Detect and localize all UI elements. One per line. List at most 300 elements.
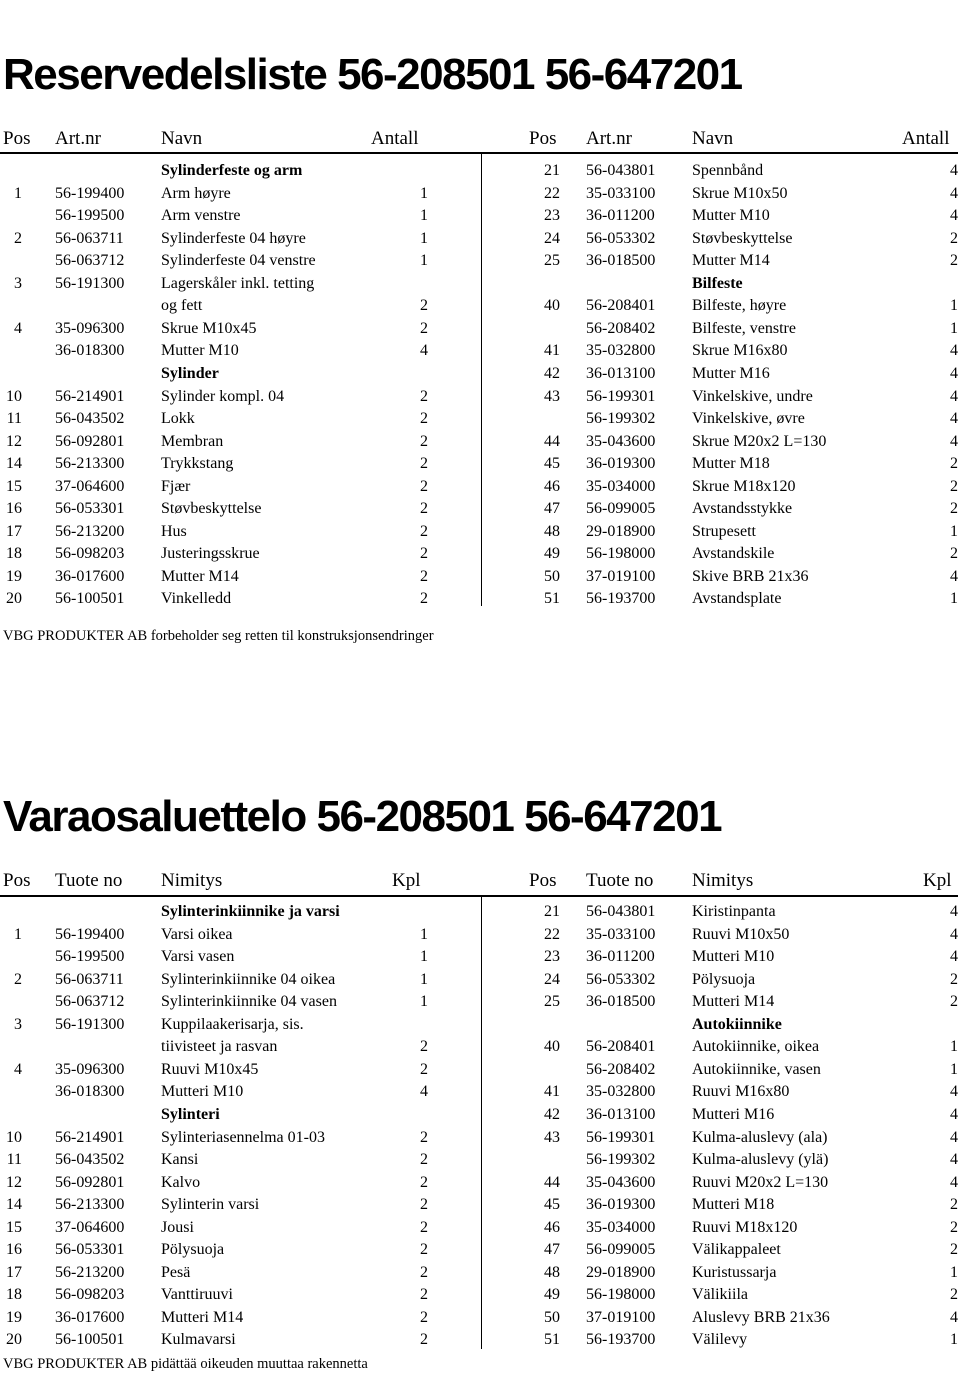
cell-pos: 20: [6, 590, 22, 608]
cell-pos: 40: [544, 297, 560, 315]
cell-name: Mutter M14: [692, 252, 770, 270]
cell-artnr: 56-053301: [55, 1241, 125, 1259]
cell-qty: 1: [950, 297, 958, 315]
table-row: [0, 1036, 960, 1058]
cell-pos: 42: [544, 1105, 560, 1123]
cell-name: Avstandsstykke: [692, 500, 793, 518]
cell-qty: 2: [420, 455, 428, 473]
cell-pos: 12: [6, 432, 22, 450]
table-row: [0, 1194, 960, 1216]
cell-name: Mutter M16: [692, 364, 770, 382]
cell-artnr: 36-011200: [586, 207, 655, 225]
cell-qty: 4: [950, 1105, 958, 1123]
cell-pos: 23: [544, 948, 560, 966]
cell-name: Bilfeste, venstre: [692, 319, 796, 337]
cell-artnr: 56-213200: [55, 1263, 125, 1281]
cell-qty: 4: [420, 342, 428, 360]
cell-qty: 1: [420, 184, 428, 202]
cell-name: Skrue M20x2 L=130: [692, 432, 827, 450]
cell-qty: 4: [950, 207, 958, 225]
cell-pos: 44: [544, 432, 560, 450]
cell-artnr: 56-098203: [55, 545, 125, 563]
cell-qty: 2: [420, 1196, 428, 1214]
cell-qty: 2: [420, 1060, 428, 1078]
cell-pos: 10: [6, 1128, 22, 1146]
cell-name: Ruuvi M10x50: [692, 925, 790, 943]
cell-qty: 4: [950, 1308, 958, 1326]
group-heading: Bilfeste: [692, 274, 743, 292]
cell-artnr: 29-018900: [586, 522, 656, 540]
cell-name: Kulmavarsi: [161, 1331, 236, 1349]
cell-qty: 2: [950, 1218, 958, 1236]
cell-name: Arm venstre: [161, 207, 241, 225]
cell-qty: 2: [420, 545, 428, 563]
cell-artnr: 35-034000: [586, 477, 656, 495]
cell-name: Pölysuoja: [692, 970, 756, 988]
cell-qty: 2: [420, 297, 428, 315]
cell-pos: 24: [544, 229, 560, 247]
cell-qty: 2: [950, 1241, 958, 1259]
cell-artnr: 36-018300: [55, 342, 125, 360]
cell-artnr: 56-198000: [586, 1286, 656, 1304]
cell-name: Avstandsplate: [692, 590, 782, 608]
cell-qty: 2: [420, 500, 428, 518]
cell-qty: 4: [950, 903, 958, 920]
cell-artnr: 56-199301: [586, 387, 656, 405]
cell-name: Hus: [161, 522, 187, 540]
header-qty: Kpl: [392, 870, 421, 891]
table-row: [0, 969, 960, 991]
cell-qty: 2: [950, 477, 958, 495]
table-row: [0, 991, 960, 1013]
cell-qty: 2: [420, 567, 428, 585]
cell-artnr: 29-018900: [586, 1263, 656, 1281]
cell-artnr: 36-019300: [586, 455, 656, 473]
cell-name: Aluslevy BRB 21x36: [692, 1308, 830, 1326]
cell-name: Sylinterin varsi: [161, 1196, 260, 1214]
cell-artnr: 56-099005: [586, 1241, 656, 1259]
cell-name: Mutter M18: [692, 455, 770, 473]
cell-pos: 3: [14, 1015, 22, 1033]
cell-qty: 2: [420, 1038, 428, 1056]
cell-qty: 2: [420, 1286, 428, 1304]
table-row: [0, 1307, 960, 1329]
cell-qty: 1: [420, 207, 428, 225]
cell-artnr: 56-099005: [586, 500, 656, 518]
cell-qty: 4: [950, 1151, 958, 1169]
cell-qty: 1: [950, 1060, 958, 1078]
cell-artnr: 56-199302: [586, 1151, 656, 1169]
cell-pos: 14: [6, 1196, 22, 1214]
cell-pos: 41: [544, 1083, 560, 1101]
cell-artnr: 56-063712: [55, 993, 125, 1011]
cell-artnr: 56-063711: [55, 229, 124, 247]
cell-artnr: 35-043600: [586, 432, 656, 450]
cell-qty: 1: [950, 590, 958, 608]
cell-artnr: 37-019100: [586, 567, 656, 585]
cell-qty: 2: [420, 319, 428, 337]
cell-name: Vanttiruuvi: [161, 1286, 233, 1304]
cell-qty: 2: [420, 1218, 428, 1236]
cell-qty: 2: [420, 1308, 428, 1326]
cell-artnr: 37-019100: [586, 1308, 656, 1326]
cell-pos: 43: [544, 387, 560, 405]
cell-qty: 4: [950, 432, 958, 450]
cell-artnr: 56-199500: [55, 207, 125, 225]
cell-pos: 2: [14, 229, 22, 247]
cell-artnr: 56-043502: [55, 410, 125, 428]
cell-name: Kulma-aluslevy (ylä): [692, 1151, 829, 1169]
cell-qty: 4: [950, 1173, 958, 1191]
cell-name: Mutter M14: [161, 567, 239, 585]
cell-pos: 48: [544, 1263, 560, 1281]
cell-name: Pölysuoja: [161, 1241, 225, 1259]
cell-qty: 2: [420, 590, 428, 608]
cell-name: Skrue M16x80: [692, 342, 788, 360]
cell-artnr: 56-199400: [55, 184, 125, 202]
cell-artnr: 56-043801: [586, 162, 656, 179]
cell-qty: 1: [420, 252, 428, 270]
cell-pos: 16: [6, 500, 22, 518]
cell-artnr: 56-098203: [55, 1286, 125, 1304]
cell-pos: 42: [544, 364, 560, 382]
cell-name: Mutter M10: [161, 342, 239, 360]
cell-pos: 2: [14, 970, 22, 988]
cell-name: Kalvo: [161, 1173, 201, 1191]
cell-name: Jousi: [161, 1218, 194, 1236]
cell-qty: 4: [420, 1083, 428, 1101]
cell-qty: 4: [950, 1128, 958, 1146]
cell-pos: 23: [544, 207, 560, 225]
group-heading: Sylinderfeste og arm: [161, 162, 303, 179]
cell-qty: 1: [950, 319, 958, 337]
cell-pos: 50: [544, 1308, 560, 1326]
cell-pos: 40: [544, 1038, 560, 1056]
table-header: [0, 866, 960, 896]
cell-artnr: 36-013100: [586, 1105, 656, 1123]
cell-qty: 2: [420, 477, 428, 495]
cell-name: Sylinteriasennelma 01-03: [161, 1128, 325, 1146]
header-name: Nimitys: [692, 870, 754, 891]
cell-artnr: 56-193700: [586, 1331, 656, 1349]
cell-artnr: 56-214901: [55, 1128, 125, 1146]
cell-name: Kuristussarja: [692, 1263, 777, 1281]
cell-pos: 17: [6, 1263, 22, 1281]
cell-artnr: 56-092801: [55, 432, 125, 450]
cell-qty: 1: [950, 1038, 958, 1056]
cell-artnr: 56-053302: [586, 970, 656, 988]
cell-pos: 41: [544, 342, 560, 360]
group-heading: Sylinder: [161, 364, 219, 382]
cell-artnr: 35-033100: [586, 184, 656, 202]
cell-pos: 46: [544, 477, 560, 495]
header-qty: Antall: [902, 128, 950, 149]
cell-qty: 4: [950, 567, 958, 585]
cell-artnr: 36-013100: [586, 364, 656, 382]
cell-qty: 2: [950, 455, 958, 473]
cell-name: Vinkelledd: [161, 590, 232, 608]
table-row: [0, 1262, 960, 1284]
cell-qty: 2: [950, 252, 958, 270]
cell-name: Mutteri M14: [161, 1308, 244, 1326]
cell-artnr: 36-019300: [586, 1196, 656, 1214]
cell-artnr: 56-053302: [586, 229, 656, 247]
cell-qty: 1: [420, 229, 428, 247]
table-row: [0, 1284, 960, 1306]
cell-artnr: 56-213300: [55, 1196, 125, 1214]
cell-qty: 2: [420, 1151, 428, 1169]
cell-qty: 4: [950, 342, 958, 360]
cell-qty: 2: [420, 410, 428, 428]
cell-name: Støvbeskyttelse: [161, 500, 262, 518]
header-artnr: Tuote no: [586, 870, 654, 891]
cell-name: Varsi oikea: [161, 925, 233, 943]
cell-pos: 1: [14, 925, 22, 943]
table-row: [0, 1149, 960, 1171]
cell-pos: 51: [544, 590, 560, 608]
cell-pos: 3: [14, 274, 22, 292]
cell-name: Skrue M10x45: [161, 319, 257, 337]
cell-artnr: 36-018500: [586, 252, 656, 270]
table-row: [0, 1127, 960, 1149]
cell-name: Mutteri M14: [692, 993, 775, 1011]
cell-artnr: 56-100501: [55, 590, 125, 608]
cell-name: Ruuvi M16x80: [692, 1083, 790, 1101]
table-row: [0, 924, 960, 946]
cell-pos: 18: [6, 1286, 22, 1304]
footer-note: VBG PRODUKTER AB forbeholder seg retten til konstruksjonsendringer: [3, 628, 434, 644]
cell-pos: 4: [14, 1060, 22, 1078]
cell-pos: 45: [544, 455, 560, 473]
cell-artnr: 36-017600: [55, 567, 125, 585]
cell-artnr: 56-199500: [55, 948, 125, 966]
cell-name: Arm høyre: [161, 184, 231, 202]
cell-name: Membran: [161, 432, 224, 450]
cell-qty: 1: [950, 1263, 958, 1281]
cell-name: Mutter M10: [692, 207, 770, 225]
cell-name: Sylinderfeste 04 høyre: [161, 229, 306, 247]
cell-pos: 25: [544, 993, 560, 1011]
cell-artnr: 56-208402: [586, 1060, 656, 1078]
cell-qty: 2: [420, 1128, 428, 1146]
cell-artnr: 35-034000: [586, 1218, 656, 1236]
cell-artnr: 56-043801: [586, 903, 656, 920]
cell-name: Kulma-aluslevy (ala): [692, 1128, 828, 1146]
cell-qty: 1: [950, 522, 958, 540]
page-title: Reservedelsliste 56-208501 56-647201: [3, 50, 742, 99]
cell-artnr: 35-032800: [586, 342, 656, 360]
cell-name: Vinkelskive, øvre: [692, 410, 805, 428]
header-pos: Pos: [529, 870, 557, 891]
cell-pos: 1: [14, 184, 22, 202]
cell-artnr: 56-053301: [55, 500, 125, 518]
cell-qty: 2: [950, 970, 958, 988]
footer-note: VBG PRODUKTER AB pidättää oikeuden muuttaa rakennetta: [3, 1356, 368, 1372]
cell-qty: 2: [950, 545, 958, 563]
cell-name: tiivisteet ja rasvan: [161, 1038, 278, 1056]
header-artnr: Art.nr: [55, 128, 101, 149]
group-heading: Autokiinnike: [692, 1015, 782, 1033]
cell-name: Pesä: [161, 1263, 191, 1281]
cell-pos: 19: [6, 567, 22, 585]
cell-pos: 17: [6, 522, 22, 540]
cell-name: Justeringsskrue: [161, 545, 260, 563]
table-row: [0, 1329, 960, 1351]
cell-name: Ruuvi M10x45: [161, 1060, 259, 1078]
cell-qty: 2: [950, 500, 958, 518]
cell-name: Kuppilaakerisarja, sis.: [161, 1015, 304, 1033]
cell-pos: 15: [6, 1218, 22, 1236]
cell-qty: 2: [950, 1196, 958, 1214]
cell-qty: 2: [950, 1286, 958, 1304]
cell-artnr: 56-199400: [55, 925, 125, 943]
header-qty: Antall: [371, 128, 419, 149]
cell-name: Sylinder kompl. 04: [161, 387, 285, 405]
cell-artnr: 56-208402: [586, 319, 656, 337]
cell-pos: 11: [6, 1151, 22, 1169]
cell-name: Sylinderfeste 04 venstre: [161, 252, 316, 270]
header-pos: Pos: [3, 870, 31, 891]
cell-qty: 1: [420, 970, 428, 988]
page-title: Varaosaluettelo 56-208501 56-647201: [3, 792, 722, 841]
cell-artnr: 37-064600: [55, 477, 125, 495]
header-pos: Pos: [529, 128, 557, 149]
cell-name: Kansi: [161, 1151, 199, 1169]
cell-qty: 2: [420, 1263, 428, 1281]
table-row: [0, 1059, 960, 1081]
cell-name: Kiristinpanta: [692, 903, 776, 920]
cell-artnr: 56-043502: [55, 1151, 125, 1169]
cell-pos: 22: [544, 925, 560, 943]
cell-pos: 48: [544, 522, 560, 540]
header-name: Nimitys: [161, 870, 223, 891]
cell-artnr: 56-191300: [55, 1015, 125, 1033]
cell-qty: 2: [420, 1241, 428, 1259]
cell-name: Strupesett: [692, 522, 756, 540]
cell-name: Ruuvi M20x2 L=130: [692, 1173, 829, 1191]
cell-name: Välikiila: [692, 1286, 748, 1304]
cell-pos: 21: [544, 162, 560, 179]
cell-pos: 47: [544, 500, 560, 518]
cell-artnr: 56-092801: [55, 1173, 125, 1191]
cell-qty: 1: [420, 925, 428, 943]
header-artnr: Art.nr: [586, 128, 632, 149]
cell-name: Avstandskile: [692, 545, 775, 563]
cell-name: Välikappaleet: [692, 1241, 781, 1259]
cell-pos: 50: [544, 567, 560, 585]
cell-name: Mutteri M10: [692, 948, 775, 966]
header-artnr: Tuote no: [55, 870, 123, 891]
cell-pos: 49: [544, 1286, 560, 1304]
table-row: [0, 1172, 960, 1194]
cell-artnr: 56-063712: [55, 252, 125, 270]
cell-name: Välilevy: [692, 1331, 748, 1349]
cell-artnr: 56-199302: [586, 410, 656, 428]
cell-pos: 15: [6, 477, 22, 495]
cell-artnr: 36-018300: [55, 1083, 125, 1101]
cell-artnr: 56-100501: [55, 1331, 125, 1349]
cell-pos: 44: [544, 1173, 560, 1191]
cell-qty: 2: [420, 387, 428, 405]
cell-pos: 20: [6, 1331, 22, 1349]
table-row: [0, 1104, 960, 1126]
cell-name: Sylinterinkiinnike 04 vasen: [161, 993, 337, 1011]
cell-artnr: 56-063711: [55, 970, 124, 988]
cell-name: Skive BRB 21x36: [692, 567, 809, 585]
header-name: Navn: [161, 128, 203, 149]
cell-name: Støvbeskyttelse: [692, 229, 793, 247]
cell-pos: 12: [6, 1173, 22, 1191]
cell-name: og fett: [161, 297, 203, 315]
cell-pos: 16: [6, 1241, 22, 1259]
cell-qty: 4: [950, 948, 958, 966]
cell-qty: 2: [420, 432, 428, 450]
cell-qty: 4: [950, 387, 958, 405]
header-qty: Kpl: [923, 870, 952, 891]
cell-name: Mutteri M18: [692, 1196, 775, 1214]
cell-pos: 24: [544, 970, 560, 988]
cell-name: Skrue M18x120: [692, 477, 796, 495]
cell-name: Bilfeste, høyre: [692, 297, 787, 315]
cell-pos: 21: [544, 903, 560, 920]
cell-artnr: 35-096300: [55, 319, 125, 337]
cell-pos: 11: [6, 410, 22, 428]
cell-name: Varsi vasen: [161, 948, 235, 966]
cell-artnr: 36-018500: [586, 993, 656, 1011]
cell-qty: 1: [420, 948, 428, 966]
header-rule: [0, 895, 958, 897]
cell-pos: 45: [544, 1196, 560, 1214]
cell-qty: 2: [950, 993, 958, 1011]
table-row: [0, 1239, 960, 1261]
cell-qty: 4: [950, 1083, 958, 1101]
cell-pos: 51: [544, 1331, 560, 1349]
cell-artnr: 35-043600: [586, 1173, 656, 1191]
cell-name: Ruuvi M18x120: [692, 1218, 798, 1236]
cell-pos: 22: [544, 184, 560, 202]
cell-artnr: 56-199301: [586, 1128, 656, 1146]
cell-pos: 14: [6, 455, 22, 473]
cell-name: Lokk: [161, 410, 195, 428]
cell-artnr: 36-011200: [586, 948, 655, 966]
cell-pos: 47: [544, 1241, 560, 1259]
cell-qty: 4: [950, 364, 958, 382]
cell-artnr: 56-193700: [586, 590, 656, 608]
cell-qty: 2: [420, 1331, 428, 1349]
cell-artnr: 35-033100: [586, 925, 656, 943]
cell-pos: 4: [14, 319, 22, 337]
cell-artnr: 35-032800: [586, 1083, 656, 1101]
group-heading: Sylinteri: [161, 1105, 220, 1123]
cell-artnr: 56-191300: [55, 274, 125, 292]
cell-artnr: 35-096300: [55, 1060, 125, 1078]
cell-pos: 10: [6, 387, 22, 405]
cell-name: Spennbånd: [692, 162, 764, 179]
cell-pos: 25: [544, 252, 560, 270]
table-row: [0, 1014, 960, 1036]
cell-name: Lagerskåler inkl. tetting: [161, 274, 315, 292]
cell-pos: 49: [544, 545, 560, 563]
cell-artnr: 36-017600: [55, 1308, 125, 1326]
table-row: [0, 901, 960, 923]
cell-artnr: 56-208401: [586, 1038, 656, 1056]
cell-qty: 4: [950, 925, 958, 943]
cell-name: Mutteri M16: [692, 1105, 775, 1123]
cell-name: Autokiinnike, oikea: [692, 1038, 820, 1056]
cell-name: Skrue M10x50: [692, 184, 788, 202]
table-row: [0, 1217, 960, 1239]
cell-name: Mutteri M10: [161, 1083, 244, 1101]
